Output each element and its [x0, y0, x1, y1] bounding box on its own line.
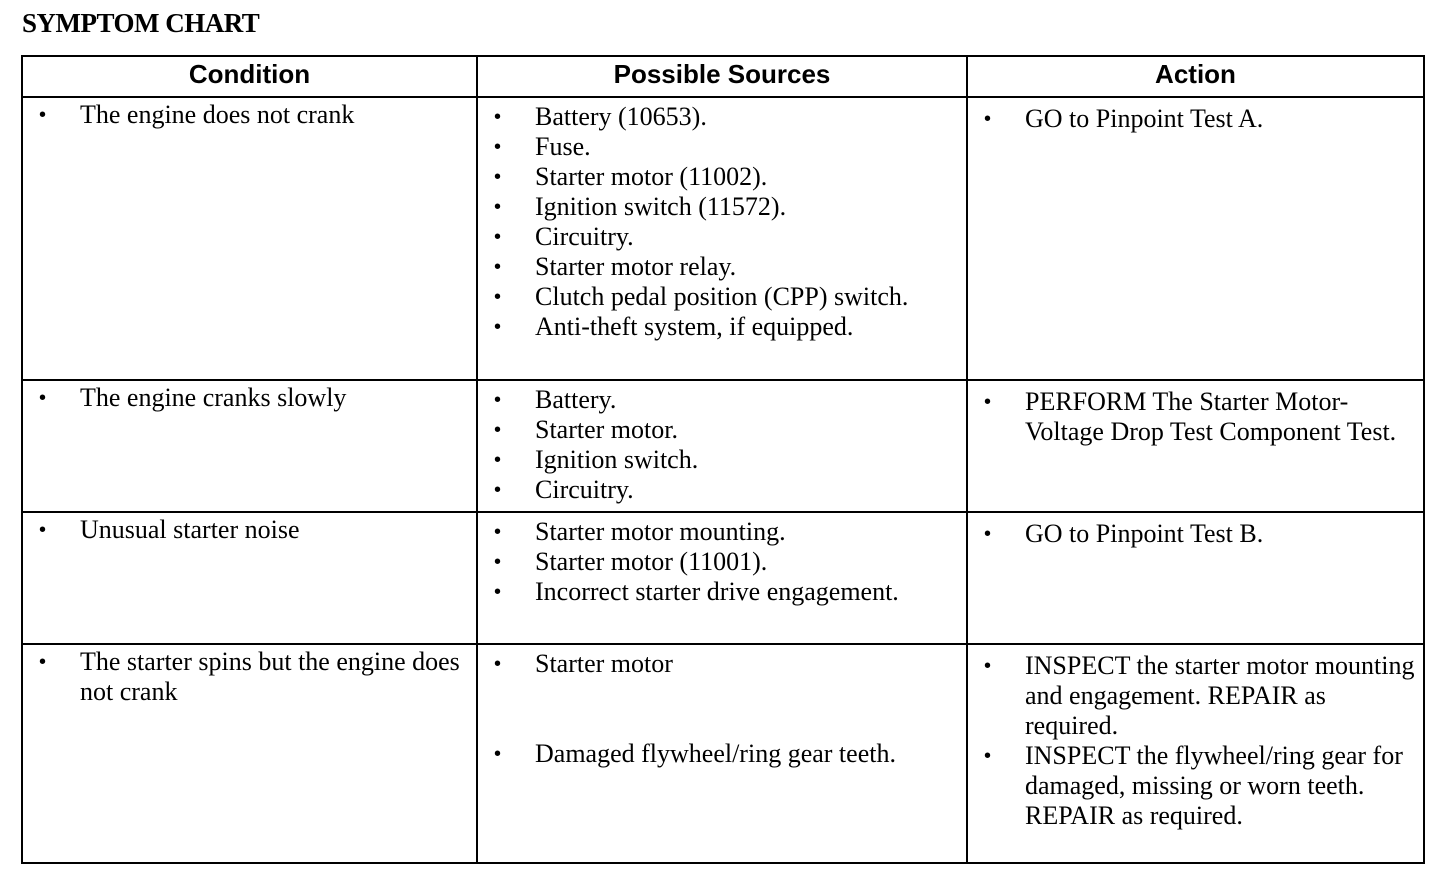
- bullet-icon: •: [494, 581, 502, 603]
- sources-cell: [478, 513, 968, 643]
- action-cell: [968, 98, 1423, 379]
- list-item: [478, 415, 966, 445]
- bullet-icon: •: [494, 226, 502, 248]
- bullet-icon: •: [39, 519, 47, 541]
- bullet-icon: •: [984, 108, 992, 130]
- bullet-icon: •: [494, 449, 502, 471]
- bullet-icon: •: [39, 104, 47, 126]
- source-text: Battery.: [535, 385, 617, 414]
- condition-text: The engine does not crank: [80, 100, 355, 129]
- bullet-icon: •: [494, 479, 502, 501]
- bullet-icon: •: [494, 521, 502, 543]
- list-item: [478, 222, 966, 252]
- action-text: GO to Pinpoint Test B.: [1025, 519, 1264, 548]
- bullet-icon: •: [494, 389, 502, 411]
- table-header-row: [23, 57, 1423, 98]
- condition-cell: [23, 98, 478, 379]
- source-text: Anti-theft system, if equipped.: [535, 312, 854, 341]
- list-item: [968, 651, 1423, 741]
- bullet-icon: •: [494, 551, 502, 573]
- bullet-icon: •: [494, 743, 502, 765]
- bullet-icon: •: [494, 419, 502, 441]
- action-cell: [968, 513, 1423, 643]
- list-item: [478, 252, 966, 282]
- list-item: [23, 647, 476, 707]
- list-item: [968, 387, 1423, 447]
- column-header-possible-sources: Possible Sources: [478, 57, 968, 96]
- action-text: PERFORM The Starter Motor-Voltage Drop Test Component Test.: [1025, 387, 1397, 446]
- condition-text: Unusual starter noise: [80, 515, 300, 544]
- bullet-icon: •: [494, 286, 502, 308]
- list-item: [478, 547, 966, 577]
- source-text: Fuse.: [535, 132, 591, 161]
- source-text: Ignition switch.: [535, 445, 699, 474]
- bullet-icon: •: [494, 256, 502, 278]
- condition-cell: [23, 513, 478, 643]
- condition-text: The engine cranks slowly: [80, 383, 347, 412]
- source-text: Starter motor (11001).: [535, 547, 768, 576]
- source-text: Circuitry.: [535, 475, 634, 504]
- list-item: [23, 515, 476, 545]
- list-item: [478, 162, 966, 192]
- source-text: Starter motor relay.: [535, 252, 737, 281]
- condition-cell: [23, 381, 478, 511]
- source-text: Damaged flywheel/ring gear teeth.: [535, 739, 896, 768]
- table-row: [23, 381, 1423, 513]
- list-item: [478, 102, 966, 132]
- source-text: Incorrect starter drive engagement.: [535, 577, 899, 606]
- list-item: [478, 649, 966, 679]
- condition-cell: [23, 645, 478, 862]
- bullet-icon: •: [494, 166, 502, 188]
- bullet-icon: •: [39, 651, 47, 673]
- bullet-icon: •: [494, 136, 502, 158]
- list-spacer: [478, 679, 966, 739]
- action-cell: [968, 381, 1423, 511]
- list-item: [23, 383, 476, 413]
- table-row: [23, 513, 1423, 645]
- list-item: [478, 282, 966, 312]
- source-text: Starter motor (11002).: [535, 162, 768, 191]
- source-text: Starter motor mounting.: [535, 517, 786, 546]
- table-row: [23, 645, 1423, 862]
- list-item: [968, 519, 1423, 549]
- source-text: Battery (10653).: [535, 102, 707, 131]
- bullet-icon: •: [984, 523, 992, 545]
- bullet-icon: •: [494, 316, 502, 338]
- action-text: INSPECT the starter motor mounting and engagement. REPAIR as required.: [1025, 651, 1415, 740]
- bullet-icon: •: [984, 655, 992, 677]
- sources-cell: [478, 381, 968, 511]
- condition-text: The starter spins but the engine does not crank: [80, 647, 460, 706]
- list-item: [478, 132, 966, 162]
- list-item: [478, 385, 966, 415]
- sources-cell: [478, 645, 968, 862]
- action-text: INSPECT the flywheel/ring gear for damaged, missing or worn teeth. REPAIR as required.: [1025, 741, 1403, 830]
- source-text: Clutch pedal position (CPP) switch.: [535, 282, 909, 311]
- bullet-icon: •: [984, 391, 992, 413]
- bullet-icon: •: [984, 745, 992, 767]
- action-cell: [968, 645, 1423, 862]
- table-row: [23, 98, 1423, 381]
- column-header-condition: Condition: [23, 57, 478, 96]
- list-item: [478, 475, 966, 505]
- column-header-action: Action: [1155, 59, 1236, 89]
- bullet-icon: •: [494, 106, 502, 128]
- source-text: Circuitry.: [535, 222, 634, 251]
- list-item: [478, 192, 966, 222]
- list-item: [478, 577, 966, 607]
- list-item: [968, 741, 1423, 831]
- source-text: Starter motor: [535, 649, 673, 678]
- list-item: [478, 445, 966, 475]
- bullet-icon: •: [494, 653, 502, 675]
- source-text: Ignition switch (11572).: [535, 192, 787, 221]
- list-item: [478, 517, 966, 547]
- list-item: [478, 739, 966, 769]
- symptom-chart-table: [21, 55, 1425, 864]
- bullet-icon: •: [39, 387, 47, 409]
- action-text: GO to Pinpoint Test A.: [1025, 104, 1264, 133]
- source-text: Starter motor.: [535, 415, 678, 444]
- sources-cell: [478, 98, 968, 379]
- page-title: SYMPTOM CHART: [22, 8, 260, 38]
- bullet-icon: •: [494, 196, 502, 218]
- list-item: [23, 100, 476, 130]
- list-item: [478, 312, 966, 342]
- list-item: [968, 104, 1423, 134]
